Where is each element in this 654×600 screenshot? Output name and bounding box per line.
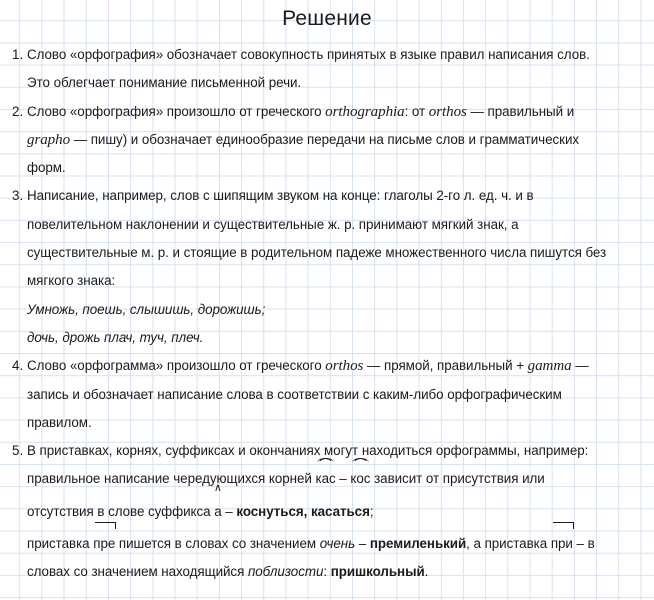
item-line: мягкого знака: (27, 273, 116, 289)
item-line: повелительном наклонении и существительные ж. р. принимают мягкий знак, а (27, 216, 519, 232)
greek-term: orthos (428, 103, 467, 120)
item-text-fragment: — пишу) и обозначает единообразие передачи на письме слов и грамматических (70, 131, 580, 147)
item-line: В приставках, корнях, суффиксах и окончаниях могут находиться орфограммы, например: (27, 443, 589, 459)
item-number: 1. (12, 47, 24, 62)
text-fragment: отсутствия в слове суффикса (27, 503, 215, 519)
text-fragment: пишется в словах со значением (115, 536, 320, 552)
greek-term: orthos (325, 358, 364, 375)
suffix-caret-icon: ∧ а (214, 498, 221, 526)
list-item (12, 182, 646, 295)
prefix-bracket-icon: пре (93, 530, 115, 558)
item-text-fragment: Слово «орфография» произошло от греческого (27, 103, 326, 119)
text-fragment: , а приставка (466, 536, 551, 552)
item-line: Слово «орфография» обозначает совокупность принятых в языке правил написания слов. (27, 47, 590, 62)
example-line: Умножь, поешь, слышишь, дорожишь; (27, 301, 266, 317)
text-fragment: . (424, 564, 429, 580)
prefix-line (12, 530, 646, 558)
greek-term: gamma (527, 358, 572, 375)
item-line: Это облегчает понимание письменной речи. (27, 75, 302, 91)
item-number: 4. (12, 358, 24, 374)
bold-example: пришкольный (330, 564, 425, 580)
item-content (27, 352, 646, 437)
item-line: форм. (27, 160, 66, 176)
text-fragment: – в (572, 536, 595, 552)
item-text-fragment: : от (404, 103, 429, 119)
item-text-fragment: — правильный и (466, 103, 575, 119)
greek-term: orthographia (325, 103, 405, 120)
text-fragment: зависит от присутствия или (370, 471, 545, 487)
text-fragment: приставка (27, 536, 94, 552)
item-content (27, 182, 646, 295)
item-number: 5. (12, 443, 24, 459)
root-arc-icon: кас (315, 465, 335, 493)
item-number: 3. (12, 188, 24, 204)
text-fragment: – (355, 536, 370, 552)
text-fragment: : (323, 564, 331, 580)
bold-example: премиленький (369, 536, 467, 552)
bold-example: коснуться, касаться (236, 503, 370, 519)
italic-gloss: очень (319, 536, 356, 552)
text-fragment: ; (369, 503, 374, 519)
item-line: правилом. (27, 414, 92, 430)
item-content (27, 437, 646, 465)
example-line: дочь, дрожь плач, туч, плеч. (27, 329, 204, 345)
closing-line (12, 558, 646, 586)
item-text-fragment: — (571, 358, 589, 374)
kas-kos-line (12, 465, 646, 493)
item-text-fragment: Слово «орфограмма» произошло от греческого (27, 358, 326, 374)
text-fragment: словах со значением находящийся (27, 564, 248, 580)
greek-term: grapho (27, 131, 71, 148)
list-item (12, 41, 646, 98)
item-content (27, 41, 646, 98)
list-item (12, 98, 646, 183)
prefix-bracket-icon: при (551, 530, 573, 558)
item-content (27, 98, 646, 183)
list-item (12, 352, 646, 437)
page-title: Решение (282, 7, 372, 30)
italic-gloss: поблизости (247, 564, 324, 580)
text-fragment: правильное написание чередующихся корней (27, 471, 316, 487)
item-text-fragment: — прямой, правильный + (363, 358, 528, 374)
text-fragment: – (335, 471, 351, 487)
item-number: 2. (12, 103, 24, 119)
root-arc-icon: кос (350, 465, 370, 493)
item-line: Написание, например, слов с шипящим звуком на конце: глаголы 2-го л. ед. ч. и в (27, 188, 534, 204)
item-line: существительные м. р. и стоящие в родительном падеже множественного числа пишутся без (27, 245, 607, 261)
item-line: запись и обозначает написание слова в соответствии с каким-либо орфографическим (27, 386, 562, 402)
text-fragment: – (221, 503, 237, 519)
solution-body (0, 31, 654, 587)
